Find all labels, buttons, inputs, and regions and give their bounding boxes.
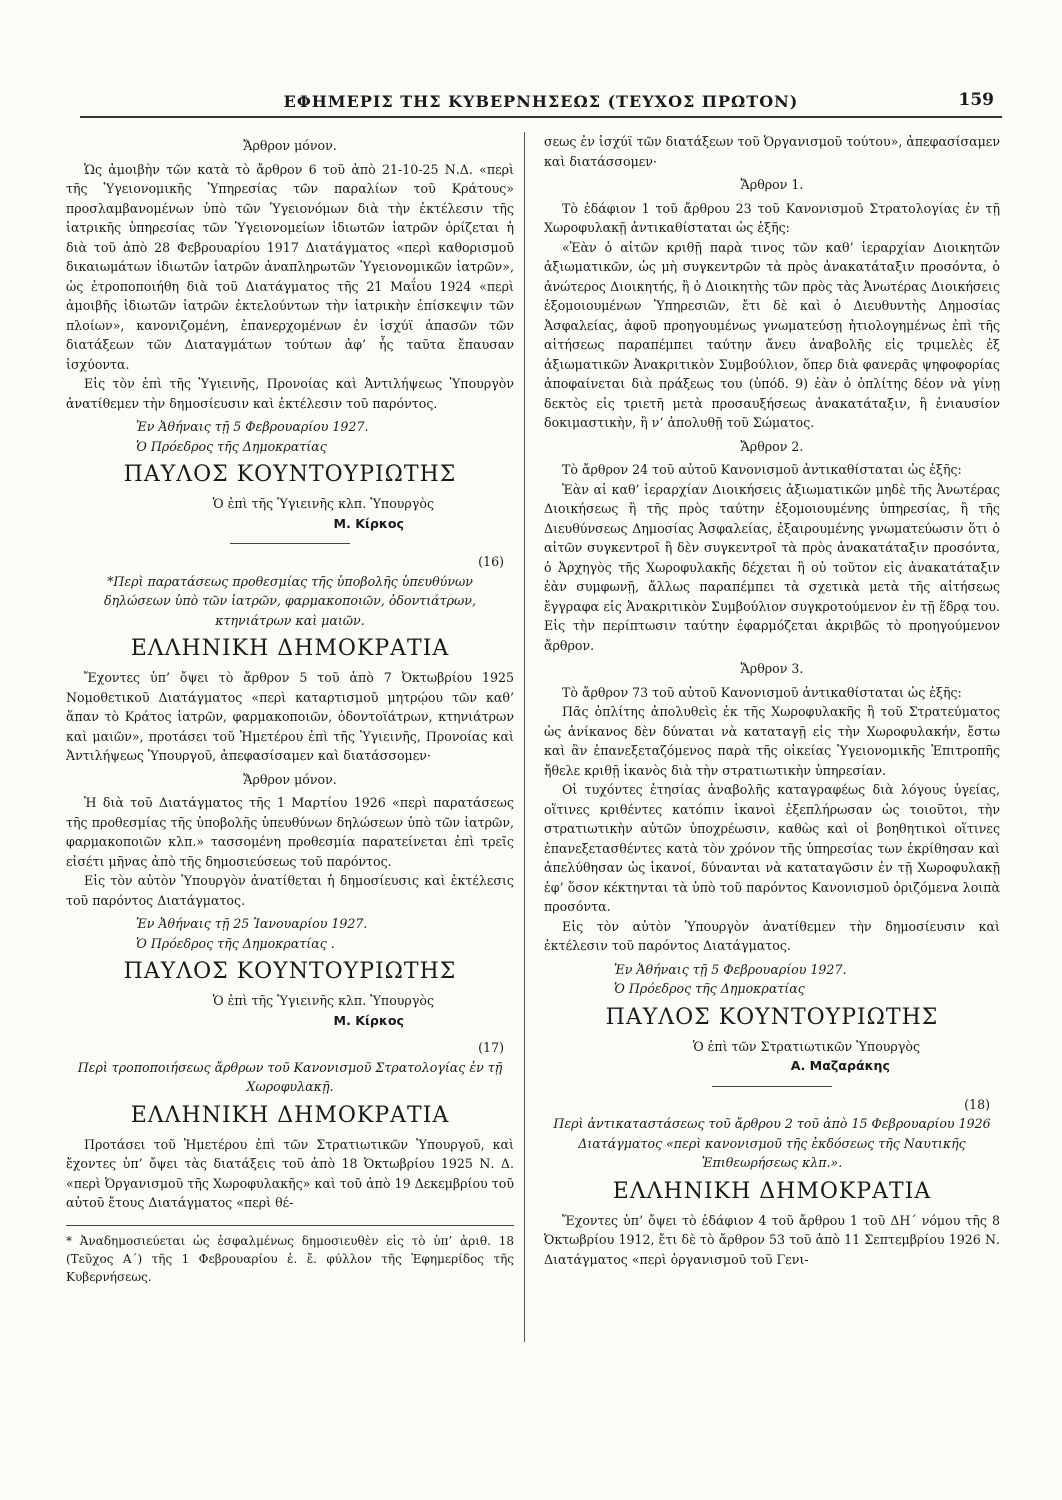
article-heading: Ἄρθρον μόνον. bbox=[243, 771, 337, 787]
president-label: Ὁ Πρόεδρος τῆς Δημοκρατίας . bbox=[136, 935, 335, 951]
paragraph: Προτάσει τοῦ Ἡμετέρου ἐπὶ τῶν Στρατιωτικῶν Ὑπουργοῦ, καὶ ἔχοντες ὑπ’ ὄψει τὰς διατάξεις τοῦ ἀπὸ 18 Ὀκτωβρίου 1925 Ν. Δ. «περὶ Ὀργανισμοῦ τῆς Χωροφυλακῆς» καὶ τοῦ ἀπὸ 19 Δεκεμβρίου τοῦ αὐτοῦ ἔτους Διατάγματος «περὶ θέ- bbox=[66, 1136, 514, 1210]
column-divider bbox=[524, 132, 525, 1342]
page-number: 159 bbox=[958, 90, 994, 110]
article-heading: Ἄρθρον 2. bbox=[740, 438, 804, 454]
paragraph: Ἔχοντες ὑπ’ ὄψει τὸ ἐδάφιον 4 τοῦ ἄρθρου 1 τοῦ ΔΗ΄ νόμου τῆς 8 Ὀκτωβρίου 1912, ἔτι δὲ τὸ ἄρθρον 53 τοῦ ἀπὸ 11 Σεπτεμβρίου 1926 Ν. Διατάγματος «περὶ ὀργανισμοῦ τοῦ Γενι- bbox=[544, 1212, 1000, 1267]
president-label: Ὁ Πρόεδρος τῆς Δημοκρατίας bbox=[614, 981, 805, 996]
decree-number: (17) bbox=[478, 1040, 504, 1055]
left-column bbox=[66, 132, 514, 1286]
gazette-title: ΕΦΗΜΕΡΙΣ ΤΗΣ ΚΥΒΕΡΝΗΣΕΩΣ (ΤΕΥΧΟΣ ΠΡΩΤΟΝ) bbox=[283, 92, 799, 111]
president-name: ΠΑΥΛΟΣ ΚΟΥΝΤΟΥΡΙΩΤΗΣ bbox=[605, 1004, 939, 1030]
decree-number: (16) bbox=[478, 554, 504, 569]
paragraph: Εἰς τὸν αὐτὸν Ὑπουργὸν ἀνατίθεμεν τὴν δημοσίευσιν καὶ ἐκτέλεσιν τοῦ παρόντος Διατάγματος. bbox=[544, 918, 1000, 953]
paragraph: Τὸ ἄρθρον 73 τοῦ αὐτοῦ Κανονισμοῦ ἀντικαθίσταται ὡς ἑξῆς: bbox=[562, 684, 962, 700]
paragraph: «Ἐὰν ὁ αἰτῶν κριθῇ παρὰ τινος τῶν καθ’ ἱεραρχίαν Διοικητῶν ἀξιωματικῶν, ὡς μὴ συγκεντρῶν τὰ πρὸς ἀνακατάταξιν προσόντα, ὁ ἀνώτερος Διοικητής, ἢ ὁ Διοικητὴς τῶν πρὸς τὰς Ἀνωτέρας Διοικήσεις ἐξομοιουμένων Ὑπηρεσιῶν, ἔτι δὲ καὶ ὁ Διευθυντὴς Δημοσίας Ἀσφαλείας, ἀφοῦ προηγουμένως γνωματεύσῃ ἠτιολογημένως ἐπὶ τῆς αἰτήσεως παραπέμπει ταύτην ἄνευ ἀναβολῆς εἰς τριμελὲς ἐξ ἀξιωματικῶν Ἀνακριτικὸν Συμβούλιον, ὅπερ διὰ φανερᾶς ψηφοφορίας ἀποφαίνεται διὰ πράξεως του (ὑπόδ. 9) ἐὰν ὁ ὁπλίτης δέον νὰ γίνῃ δεκτὸς εἰς τριετῆ μετὰ προσαυξήσεως ἀνακατάταξιν, ἢ ἐνιαυσίον δοκιμαστικὴν, ἢ ν’ ἀπολυθῇ τοῦ Σώματος. bbox=[544, 239, 1000, 430]
article-heading: Ἄρθρον 3. bbox=[740, 661, 804, 676]
paragraph: σεως ἐν ἰσχύϊ τῶν διατάξεων τοῦ Ὀργανισμοῦ τούτου», ἀπεφασίσαμεν καὶ διατάσσομεν· bbox=[544, 134, 1000, 169]
paragraph: Οἱ τυχόντες ἐτησίας ἀναβολῆς καταγραφέως διὰ λόγους ὑγείας, οἵτινες κριθέντες κατόπιν ἱκανοὶ ἐξεπλήρωσαν ὡς τοιοῦτοι, τὴν στρατιωτικὴν αὐτῶν ὑποχρέωσιν, καθὼς καὶ οἱ βοηθητικοὶ οἵτινες ἐπανεξετασθέντες κατὰ τὸν χρόνον τῆς ὑπηρεσίας των ἐκρίθησαν καὶ ἀπελύθησαν ὡς ἱκανοί, δύνανται νὰ καταταγῶσιν ἐν τῇ Χωροφυλακῇ ἐφ’ ὅσον κέκτηνται τὰ ὑπὸ τοῦ παρόντος Κανονισμοῦ ὁριζόμενα λοιπὰ προσόντα. bbox=[544, 782, 1000, 914]
minister-label: Ὁ ἐπὶ τῆς Ὑγιεινῆς κλπ. Ὑπουργὸς bbox=[212, 993, 434, 1008]
republic-heading: ΕΛΛΗΝΙΚΗ ΔΗΜΟΚΡΑΤΙΑ bbox=[612, 1178, 932, 1204]
decree-title: *Περὶ παρατάσεως προθεσμίας τῆς ὑποβολῆς ὑπευθύνων δηλώσεων ὑπὸ τῶν ἰατρῶν, φαρμακοποιῶν, ὀδοντιάτρων, κτηνιάτρων καὶ μαιῶν. bbox=[104, 573, 476, 628]
president-name: ΠΑΥΛΟΣ ΚΟΥΝΤΟΥΡΙΩΤΗΣ bbox=[123, 462, 457, 487]
page-header bbox=[80, 86, 1002, 118]
date-line: Ἐν Ἀθήναις τῇ 25 Ἰανουαρίου 1927. bbox=[136, 916, 368, 931]
minister-name: Μ. Κίρκος bbox=[333, 1012, 404, 1028]
minister-name: Α. Μαζαράκης bbox=[790, 1058, 890, 1073]
republic-heading: ΕΛΛΗΝΙΚΗ ΔΗΜΟΚΡΑΤΙΑ bbox=[130, 1102, 450, 1128]
republic-heading: ΕΛΛΗΝΙΚΗ ΔΗΜΟΚΡΑΤΙΑ bbox=[130, 636, 450, 661]
article-heading: Ἄρθρον μόνον. bbox=[243, 138, 337, 153]
minister-label: Ὁ ἐπὶ τῆς Ὑγιεινῆς κλπ. Ὑπουργὸς bbox=[212, 496, 434, 511]
paragraph: Ἡ διὰ τοῦ Διατάγματος τῆς 1 Μαρτίου 1926 «περὶ παρατάσεως τῆς προθεσμίας τῆς ὑποβολῆς ὑπευθύνων δηλώσεων ὑπὸ τῶν ἰατρῶν, φαρμακοποιῶν κλπ.» τασσομένη προθεσμία παρατείνεται ἐπὶ τρεῖς εἰσέτι μῆνας ἀπὸ τῆς δημοσιεύσεως τοῦ παρόντος. bbox=[66, 795, 514, 869]
right-column bbox=[544, 132, 1000, 1269]
paragraph: Ἔχοντες ὑπ’ ὄψει τὸ ἄρθρον 5 τοῦ ἀπὸ 7 Ὀκτωβρίου 1925 Νομοθετικοῦ Διατάγματος «περὶ καταρτισμοῦ μητρῴου τῶν καθ’ ἅπαν τὸ Κράτος ἰατρῶν, φαρμακοποιῶν, ὀδοντοϊάτρων, κτηνιάτρων καὶ μαιῶν», προτάσει τοῦ Ἡμετέρου ἐπὶ τῆς Ὑγιεινῆς, Προνοίας καὶ Ἀντιλήψεως Ὑπουργοῦ, ἀπεφασίσαμεν καὶ διατάσσομεν· bbox=[66, 670, 514, 763]
paragraph: Πᾶς ὁπλίτης ἀπολυθεὶς ἐκ τῆς Χωροφυλακῆς ἢ τοῦ Στρατεύματος ὡς ἀνίκανος δὲν δύναται νὰ καταταγῇ εἰς τὴν Χωροφυλακήν, ἔστω καὶ ἂν ἐπανεξεταζόμενος παρὰ τῆς οἰκείας Ὑγειονομικῆς Ἐπιτροπῆς ἤθελε κριθῇ ἱκανὸς διὰ τὴν στρατιωτικὴν ὑπηρεσίαν. bbox=[544, 704, 1000, 778]
decree-title: Περὶ ἀντικαταστάσεως τοῦ ἄρθρου 2 τοῦ ἀπὸ 15 Φεβρουαρίου 1926 Διατάγματος «περὶ κανονισμοῦ τῆς ἐκδόσεως τῆς Ναυτικῆς Ἐπιθεωρήσεως κλπ.». bbox=[553, 1116, 991, 1170]
decree-title: Περὶ τροποποιήσεως ἄρθρων τοῦ Κανονισμοῦ Στρατολογίας ἐν τῇ Χωροφυλακῇ. bbox=[77, 1059, 503, 1094]
separator-line bbox=[230, 543, 350, 544]
paragraph: Ὡς ἀμοιβὴν τῶν κατὰ τὸ ἄρθρον 6 τοῦ ἀπὸ 21-10-25 Ν.Δ. «περὶ τῆς Ὑγειονομικῆς Ὑπηρεσίας τῶν παραλίων τοῦ Κράτους» προσλαμβανομένων ὑπὸ τῶν Ὑγειονόμων διὰ τὴν ἐκτέλεσιν τῆς ἰατρικῆς ὑπηρεσίας τῶν Ὑγειονομείων ἰδιωτῶν ἰατρῶν ὁρίζεται ἡ διὰ τοῦ ἀπὸ 28 Φεβρουαρίου 1917 Διατάγματος «περὶ καθορισμοῦ δικαιωμάτων ἰδιωτῶν ἰατρῶν ἀναπληρωτῶν Ὑγειονομικῶν ἰατρῶν», ὡς ἐτροποποιήθη διὰ τοῦ Διατάγματος τῆς 21 Μαΐου 1924 «περὶ ἀμοιβῆς ἰδιωτῶν ἰατρῶν ἐκτελούντων τὴν ἰατρικὴν ἐπίσκεψιν τῶν πλοίων», κανονιζομένη, ἐπανερχομένων ἐν ἰσχύϊ ἁπασῶν τῶν διατάξεων τῶν Διαταγμάτων τούτων ἀφ’ ἧς ταῦτα ἔπαυσαν ἰσχύοντα. bbox=[66, 161, 514, 372]
paragraph: Εἰς τὸν αὐτὸν Ὑπουργὸν ἀνατίθεται ἡ δημοσίευσις καὶ ἐκτέλεσις τοῦ παρόντος Διατάγματος. bbox=[66, 873, 514, 908]
president-label: Ὁ Πρόεδρος τῆς Δημοκρατίας bbox=[136, 438, 327, 454]
president-name: ΠΑΥΛΟΣ ΚΟΥΝΤΟΥΡΙΩΤΗΣ bbox=[123, 959, 457, 984]
decree-number: (18) bbox=[964, 1096, 990, 1112]
article-heading: Ἄρθρον 1. bbox=[740, 177, 804, 192]
date-line: Ἐν Ἀθήναις τῇ 5 Φεβρουαρίου 1927. bbox=[136, 419, 369, 434]
footnote: * Ἀναδημοσιεύεται ὡς ἐσφαλμένως δημοσιευθὲν εἰς τὸ ὑπ’ ἀριθ. 18 (Τεῦχος Α΄) τῆς 1 Φεβρουαρίου ἐ. ἔ. φύλλον τῆς Ἐφημερίδος τῆς Κυβερνήσεως. bbox=[66, 1225, 514, 1286]
minister-label: Ὁ ἐπὶ τῶν Στρατιωτικῶν Ὑπουργὸς bbox=[692, 1038, 920, 1054]
paragraph: Εἰς τὸν ἐπὶ τῆς Ὑγιεινῆς, Προνοίας καὶ Ἀντιλήψεως Ὑπουργὸν ἀνατίθεμεν τὴν δημοσίευσιν καὶ ἐκτέλεσιν τοῦ παρόντος. bbox=[66, 376, 514, 411]
paragraph: Τὸ ἐδάφιον 1 τοῦ ἄρθρου 23 τοῦ Κανονισμοῦ Στρατολογίας ἐν τῇ Χωροφυλακῇ ἀντικαθίσταται ὡς ἑξῆς: bbox=[544, 200, 1000, 235]
minister-name: Μ. Κίρκος bbox=[333, 515, 404, 531]
paragraph: Τὸ ἄρθρον 24 τοῦ αὐτοῦ Κανονισμοῦ ἀντικαθίσταται ὡς ἑξῆς: bbox=[562, 462, 962, 477]
separator-line bbox=[712, 1086, 832, 1087]
date-line: Ἐν Ἀθήναις τῇ 5 Φεβρουαρίου 1927. bbox=[614, 961, 847, 977]
paragraph: Ἐὰν αἱ καθ’ ἱεραρχίαν Διοικήσεις ἀξιωματικῶν μηδὲ τῆς Ἀνωτέρας Διοικήσεως ἢ τῆς πρὸς ταύτην ἐξομοιουμένης ὑπηρεσίας, ἢ τῆς Διευθύνσεως Δημοσίας Ἀσφαλείας, ἐξαιρουμένης γνωματεύωσιν ὅτι ὁ αἰτῶν συγκεντροῖ ἢ δὲν συγκεντροῖ τὰ πρὸς ἀνακατάταξιν προσόντα, ὁ Ἀρχηγὸς τῆς Χωροφυλακῆς δέχεται ἢ οὐ τοῦτον εἰς ἀνακατάταξιν ἐὰν συμφωνῇ, ἄλλως παραπέμπει τὰ σχετικὰ μετὰ τῆς αἰτήσεως ἔγγραφα εἰς Ἀνακριτικὸν Συμβούλιον συγκροτούμενον ἐν τῇ ἕδρᾳ του. Εἰς τὴν περίπτωσιν ταύτην ἐφαρμόζεται ἀκριβῶς τὸ προηγούμενον ἄρθρον. bbox=[544, 481, 1000, 653]
